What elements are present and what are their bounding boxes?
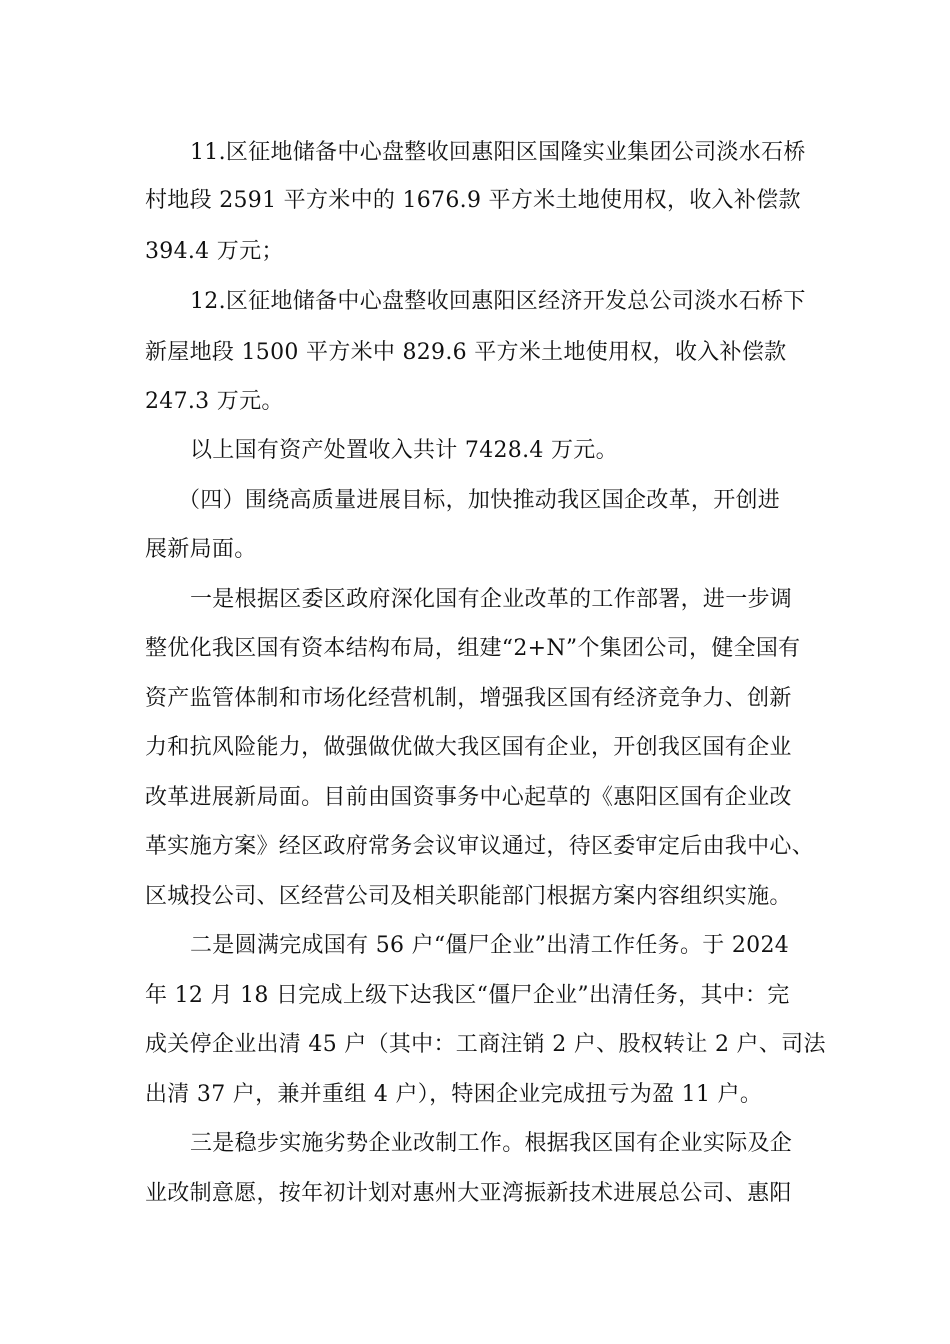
text-line: 年 12 月 18 日完成上级下达我区“僵尸企业”出清任务，其中：完 bbox=[145, 983, 790, 1008]
text-line: 一是根据区委区政府深化国有企业改革的工作部署，进一步调 bbox=[190, 587, 793, 612]
text-line: 三是稳步实施劣势企业改制工作。根据我区国有企业实际及企 bbox=[190, 1131, 793, 1156]
text-line: 247.3 万元。 bbox=[145, 389, 284, 414]
section-heading-line: （四）围绕高质量进展目标，加快推动我区国企改革，开创进 bbox=[178, 488, 781, 513]
text-line: 业改制意愿，按年初计划对惠州大亚湾振新技术进展总公司、惠阳 bbox=[145, 1181, 792, 1206]
text-line: 新屋地段 1500 平方米中 829.6 平方米土地使用权，收入补偿款 bbox=[145, 340, 787, 365]
text-line: 改革进展新局面。目前由国资事务中心起草的《惠阳区国有企业改 bbox=[145, 785, 792, 810]
text-line: 11.区征地储备中心盘整收回惠阳区国隆实业集团公司淡水石桥 bbox=[190, 140, 806, 165]
text-line: 革实施方案》经区政府常务会议审议通过，待区委审定后由我中心、 bbox=[145, 834, 815, 859]
text-line: 二是圆满完成国有 56 户“僵尸企业”出清工作任务。于 2024 bbox=[190, 933, 790, 958]
text-line: 整优化我区国有资本结构布局，组建“2+N”个集团公司，健全国有 bbox=[145, 636, 801, 661]
text-line: 出清 37 户，兼并重组 4 户），特困企业完成扭亏为盈 11 户。 bbox=[145, 1082, 763, 1107]
text-line: 394.4 万元； bbox=[145, 239, 284, 264]
text-line: 资产监管体制和市场化经营机制，增强我区国有经济竞争力、创新 bbox=[145, 686, 792, 711]
text-line: 成关停企业出清 45 户（其中：工商注销 2 户、股权转让 2 户、司法 bbox=[145, 1032, 826, 1057]
text-line: 以上国有资产处置收入共计 7428.4 万元。 bbox=[190, 438, 618, 463]
section-heading-line: 展新局面。 bbox=[145, 537, 257, 562]
text-line: 村地段 2591 平方米中的 1676.9 平方米土地使用权，收入补偿款 bbox=[145, 188, 801, 213]
text-line: 力和抗风险能力，做强做优做大我区国有企业，开创我区国有企业 bbox=[145, 735, 792, 760]
text-line: 区城投公司、区经营公司及相关职能部门根据方案内容组织实施。 bbox=[145, 884, 792, 909]
text-line: 12.区征地储备中心盘整收回惠阳区经济开发总公司淡水石桥下 bbox=[190, 289, 806, 314]
